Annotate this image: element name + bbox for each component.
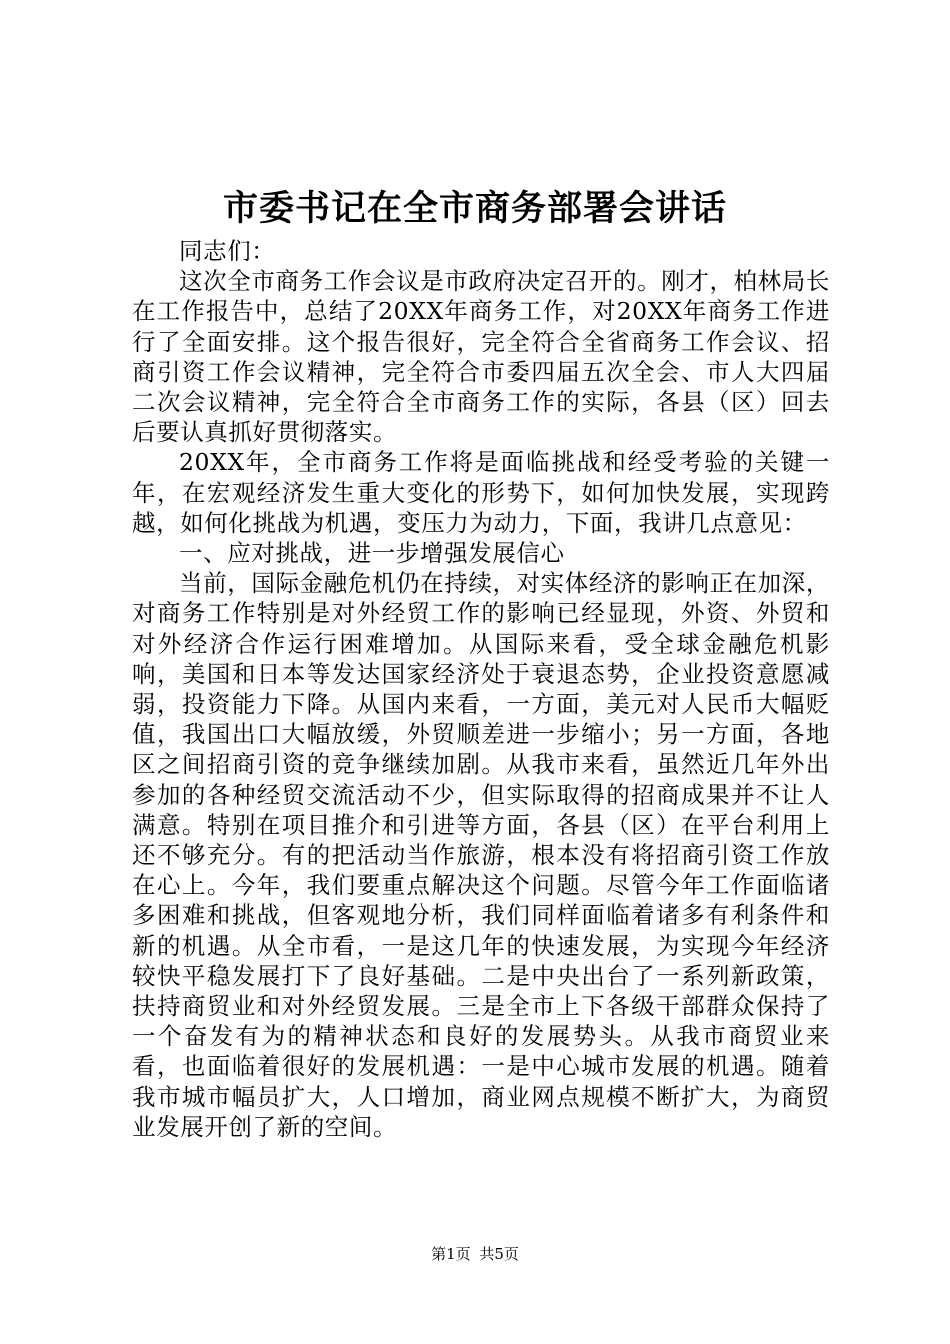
page-number: 第1页: [431, 1245, 471, 1263]
document-body: [132, 236, 830, 1142]
paragraph-1: 这次全市商务工作会议是市政府决定召开的。刚才，柏林局长在工作报告中，总结了20XX年商务工作，对20XX年商务工作进行了全面安排。这个报告很好，完全符合全省商务工作会议、招商引资工作会议精神，完全符合市委四届五次全会、市人大四届二次会议精神，完全符合全市商务工作的实际，各县（区）回去后要认真抓好贯彻落实。: [132, 267, 830, 447]
page-footer: [0, 1244, 950, 1264]
page-total: 共5页: [479, 1245, 519, 1263]
section-heading-1: 一、应对挑战，进一步增强发展信心: [179, 539, 565, 568]
paragraph-3: 当前，国际金融危机仍在持续，对实体经济的影响正在加深，对商务工作特别是对外经贸工作的影响已经显现，外资、外贸和对外经济合作运行困难增加。从国际来看，受全球金融危机影响，美国和日本等发达国家经济处于衰退态势，企业投资意愿减弱，投资能力下降。从国内来看，一方面，美元对人民币大幅贬值，我国出口大幅放缓，外贸顺差进一步缩小；另一方面，各地区之间招商引资的竞争继续加剧。从我市来看，虽然近几年外出参加的各种经贸交流活动不少，但实际取得的招商成果并不让人满意。特别在项目推介和引进等方面，各县（区）在平台利用上还不够充分。有的把活动当作旅游，根本没有将招商引资工作放在心上。今年，我们要重点解决这个问题。尽管今年工作面临诸多困难和挑战，但客观地分析，我们同样面临着诸多有利条件和新的机遇。从全市看，一是这几年的快速发展，为实现今年经济较快平稳发展打下了良好基础。二是中央出台了一系列新政策，扶持商贸业和对外经贸发展。三是全市上下各级干部群众保持了一个奋发有为的精神状态和良好的发展势头。从我市商贸业来看，也面临着很好的发展机遇：一是中心城市发展的机遇。随着我市城市幅员扩大，人口增加，商业网点规模不断扩大，为商贸业发展开创了新的空间。: [132, 569, 830, 1141]
paragraph-salutation: 同志们：: [179, 237, 276, 265]
paragraph-2: 20XX年，全市商务工作将是面临挑战和经受考验的关键一年，在宏观经济发生重大变化的形势下，如何加快发展，实现跨越，如何化挑战为机遇，变压力为动力，下面，我讲几点意见：: [132, 448, 830, 537]
document-title: 市委书记在全市商务部署会讲话: [222, 188, 727, 229]
